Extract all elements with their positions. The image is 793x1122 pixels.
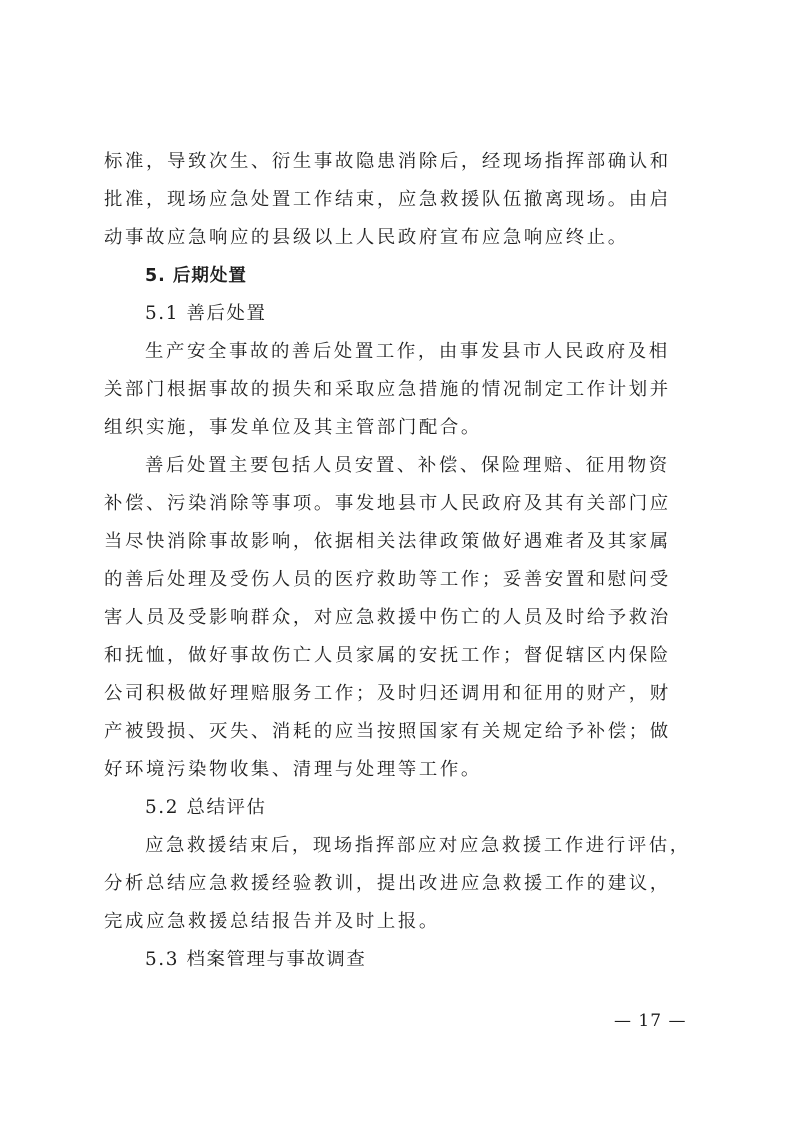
body-text-line: 的善后处理及受伤人员的医疗救助等工作；妥善安置和慰问受 (104, 569, 671, 590)
body-text-line: 动事故应急响应的县级以上人民政府宣布应急响应终止。 (104, 227, 629, 248)
body-text-line: 补偿、污染消除等事项。事发地县市人民政府及其有关部门应 (104, 493, 671, 514)
subsection-heading-5-1: 5.1 善后处置 (145, 303, 267, 324)
body-text-line: 公司积极做好理赔服务工作；及时归还调用和征用的财产，财 (104, 683, 671, 704)
body-text-line: 应急救援结束后，现场指挥部应对应急救援工作进行评估， (145, 835, 691, 856)
body-text-line: 生产安全事故的善后处置工作，由事发县市人民政府及相 (145, 341, 670, 362)
body-text-line: 产被毁损、灭失、消耗的应当按照国家有关规定给予补偿；做 (104, 721, 671, 742)
subsection-heading-5-3: 5.3 档案管理与事故调查 (145, 949, 367, 970)
subsection-heading-5-2: 5.2 总结评估 (145, 797, 267, 818)
body-text-line: 好环境污染物收集、清理与处理等工作。 (104, 759, 482, 780)
body-text-line: 分析总结应急救援经验教训，提出改进应急救援工作的建议， (104, 873, 671, 894)
body-text-line: 完成应急救援总结报告并及时上报。 (104, 911, 440, 932)
body-text-line: 当尽快消除事故影响，依据相关法律政策做好遇难者及其家属 (104, 531, 671, 552)
body-text-line: 标准，导致次生、衍生事故隐患消除后，经现场指挥部确认和 (104, 151, 671, 172)
body-text-line: 关部门根据事故的损失和采取应急措施的情况制定工作计划并 (104, 379, 671, 400)
body-text-line: 善后处置主要包括人员安置、补偿、保险理赔、征用物资 (145, 455, 670, 476)
page-number: — 17 — (614, 1011, 687, 1031)
section-heading-5: 5. 后期处置 (145, 266, 247, 286)
body-text-line: 和抚恤，做好事故伤亡人员家属的安抚工作；督促辖区内保险 (104, 645, 671, 666)
body-text-line: 害人员及受影响群众，对应急救援中伤亡的人员及时给予救治 (104, 607, 671, 628)
body-text-line: 批准，现场应急处置工作结束，应急救援队伍撤离现场。由启 (104, 189, 671, 210)
body-text-line: 组织实施，事发单位及其主管部门配合。 (104, 417, 482, 438)
